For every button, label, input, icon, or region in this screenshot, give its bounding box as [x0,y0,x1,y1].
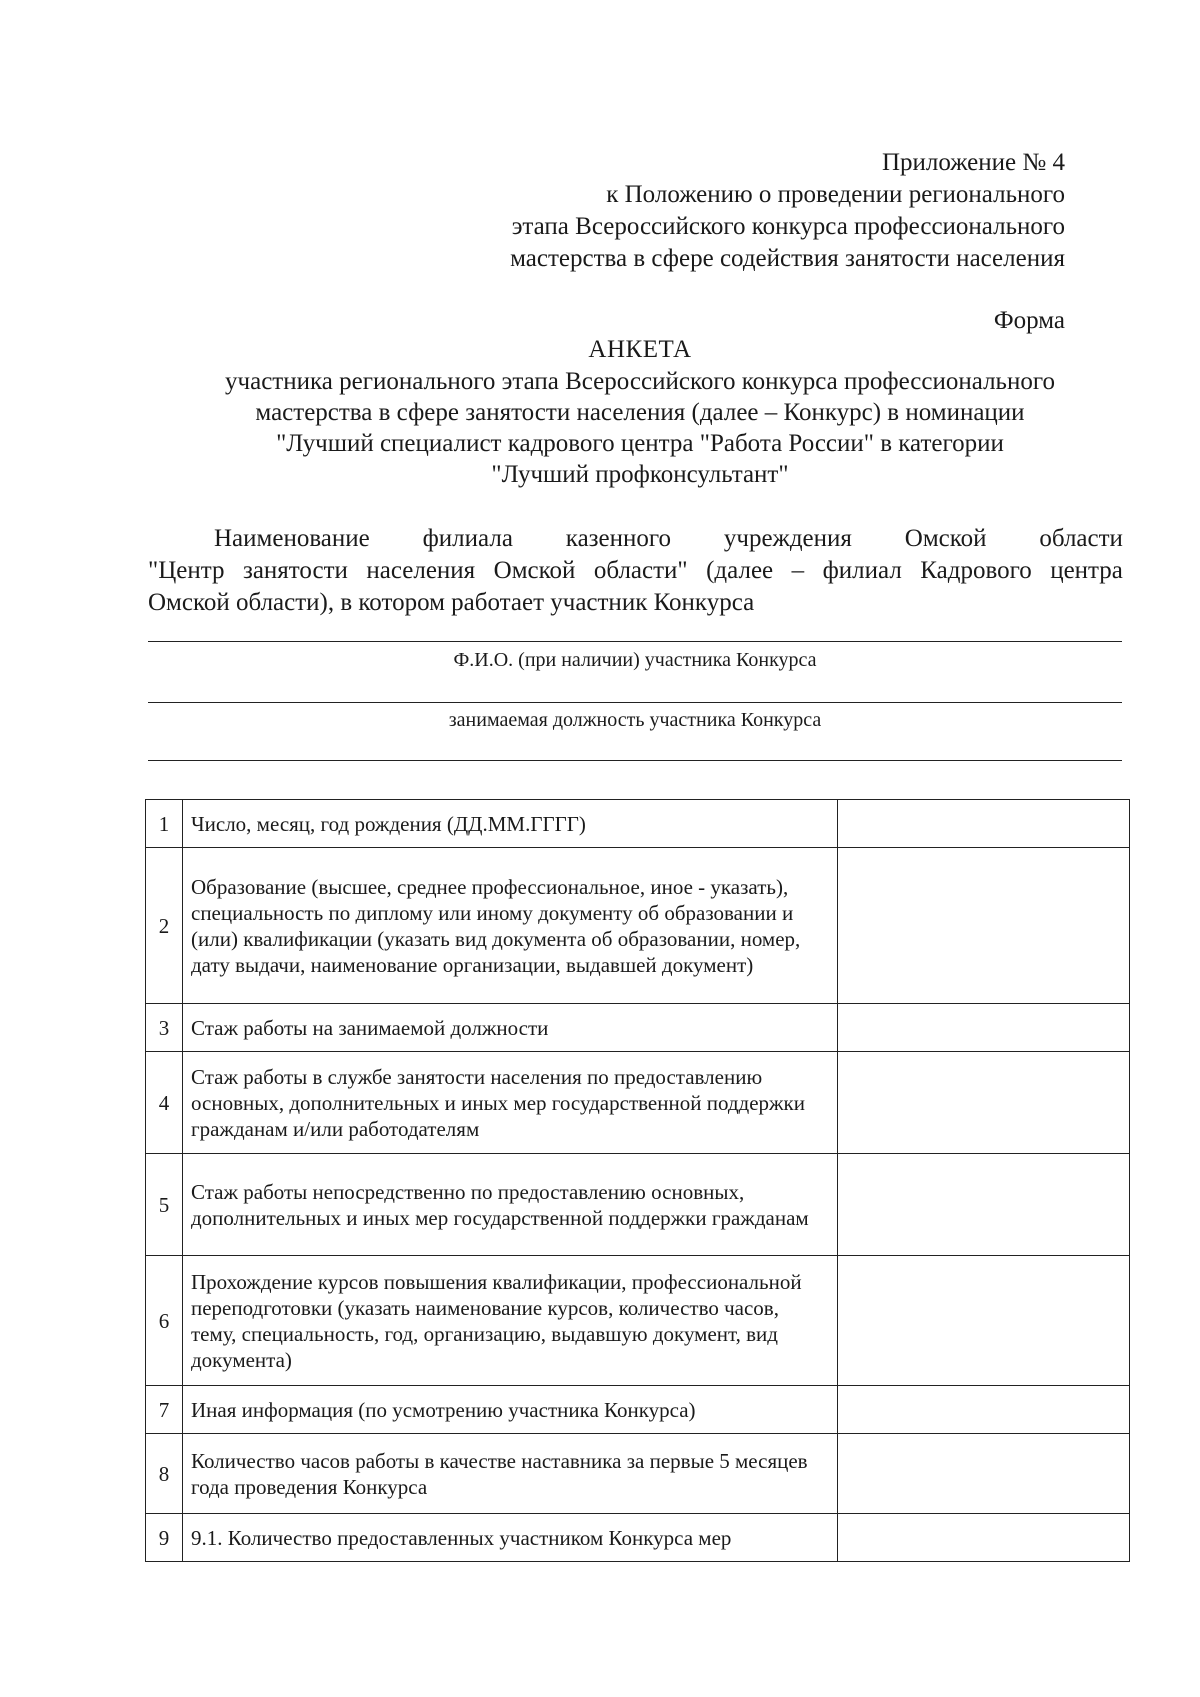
row-number: 7 [146,1386,183,1434]
intro-word: центра [1050,557,1123,584]
intro-word: учреждения [723,525,852,552]
table-row [146,800,1130,848]
row-question: Иная информация (по усмотрению участника Конкурса) [183,1386,838,1434]
title-line: "Лучший профконсультант" [491,461,789,488]
row-number: 8 [146,1434,183,1514]
document-title [140,334,1140,490]
intro-word: филиал [822,557,902,584]
table-row [146,1154,1130,1256]
row-answer-cell[interactable] [838,1434,1130,1514]
row-question: Число, месяц, год рождения (ДД.ММ.ГГГГ) [183,800,838,848]
appendix-header [510,147,1065,275]
row-number: 3 [146,1004,183,1052]
row-question: Прохождение курсов повышения квалификации, профессиональной переподготовки (указать наименование курсов, количество часов, тему, специальность, год, организацию, выдавшую документ, вид документа) [183,1256,838,1386]
table-row [146,1004,1130,1052]
questionnaire-table [145,799,1130,1562]
intro-word: филиала [422,525,513,552]
intro-word: казенного [565,525,672,552]
row-answer-cell[interactable] [838,1256,1130,1386]
table-row [146,1514,1130,1562]
row-question: Стаж работы в службе занятости населения по предоставлению основных, дополнительных и иных мер государственной поддержки гражданам и/или работодателям [183,1052,838,1154]
row-answer-cell[interactable] [838,1386,1130,1434]
row-number: 9 [146,1514,183,1562]
row-question: Количество часов работы в качестве наставника за первые 5 месяцев года проведения Конкурса [183,1434,838,1514]
row-question: Образование (высшее, среднее профессиональное, иное - указать), специальность по диплому или иному документу об образовании и (или) квалификации (указать вид документа об образовании, номер, дату выдачи, наименование организации, выдавшей документ) [183,848,838,1004]
intro-word: области" [593,557,688,584]
fio-caption: Ф.И.О. (при наличии) участника Конкурса [453,649,817,671]
row-number: 6 [146,1256,183,1386]
title-line: "Лучший специалист кадрового центра "Работа России" в категории [276,430,1004,457]
table-row [146,1386,1130,1434]
appendix-line: мастерства в сфере содействия занятости населения [510,245,1065,272]
table-row [146,1256,1130,1386]
appendix-line: к Положению о проведении регионального [606,181,1065,208]
title-line: мастерства в сфере занятости населения (далее – Конкурс) в номинации [255,399,1025,426]
row-answer-cell[interactable] [838,800,1130,848]
intro-word: Кадрового [920,557,1032,584]
fio-line[interactable] [148,702,1122,703]
row-question: 9.1. Количество предоставленных участником Конкурса мер [183,1514,838,1562]
row-answer-cell[interactable] [838,1052,1130,1154]
row-number: 1 [146,800,183,848]
position-line[interactable] [148,760,1122,761]
title-line: участника регионального этапа Всероссийского конкурса профессионального [225,368,1055,395]
row-question: Стаж работы на занимаемой должности [183,1004,838,1052]
branch-name-line[interactable] [148,641,1122,642]
intro-line [148,523,1123,555]
intro-word: (далее [706,557,774,584]
row-answer-cell[interactable] [838,1514,1130,1562]
intro-word: Омской [904,525,987,552]
row-question: Стаж работы непосредственно по предоставлению основных, дополнительных и иных мер государственной поддержки гражданам [183,1154,838,1256]
intro-word: Наименование [214,525,370,552]
intro-word: занятости [242,557,348,584]
form-label: Форма [993,307,1065,334]
intro-word: области [1039,525,1123,552]
intro-line [148,555,1123,587]
row-number: 2 [146,848,183,1004]
title-heading: АНКЕТА [588,336,692,363]
row-answer-cell[interactable] [838,848,1130,1004]
table-row [146,848,1130,1004]
table-row [146,1434,1130,1514]
row-number: 4 [146,1052,183,1154]
intro-paragraph [148,523,1123,619]
appendix-number: Приложение № 4 [881,149,1065,176]
row-answer-cell[interactable] [838,1004,1130,1052]
appendix-line: этапа Всероссийского конкурса профессионального [511,213,1065,240]
intro-word: "Центр [148,557,225,584]
intro-word: – [791,557,805,584]
intro-line: Омской области), в котором работает участник Конкурса [148,589,755,616]
intro-word: Омской [493,557,576,584]
position-caption: занимаемая должность участника Конкурса [448,709,822,731]
table-row [146,1052,1130,1154]
intro-word: населения [366,557,476,584]
row-number: 5 [146,1154,183,1256]
row-answer-cell[interactable] [838,1154,1130,1256]
